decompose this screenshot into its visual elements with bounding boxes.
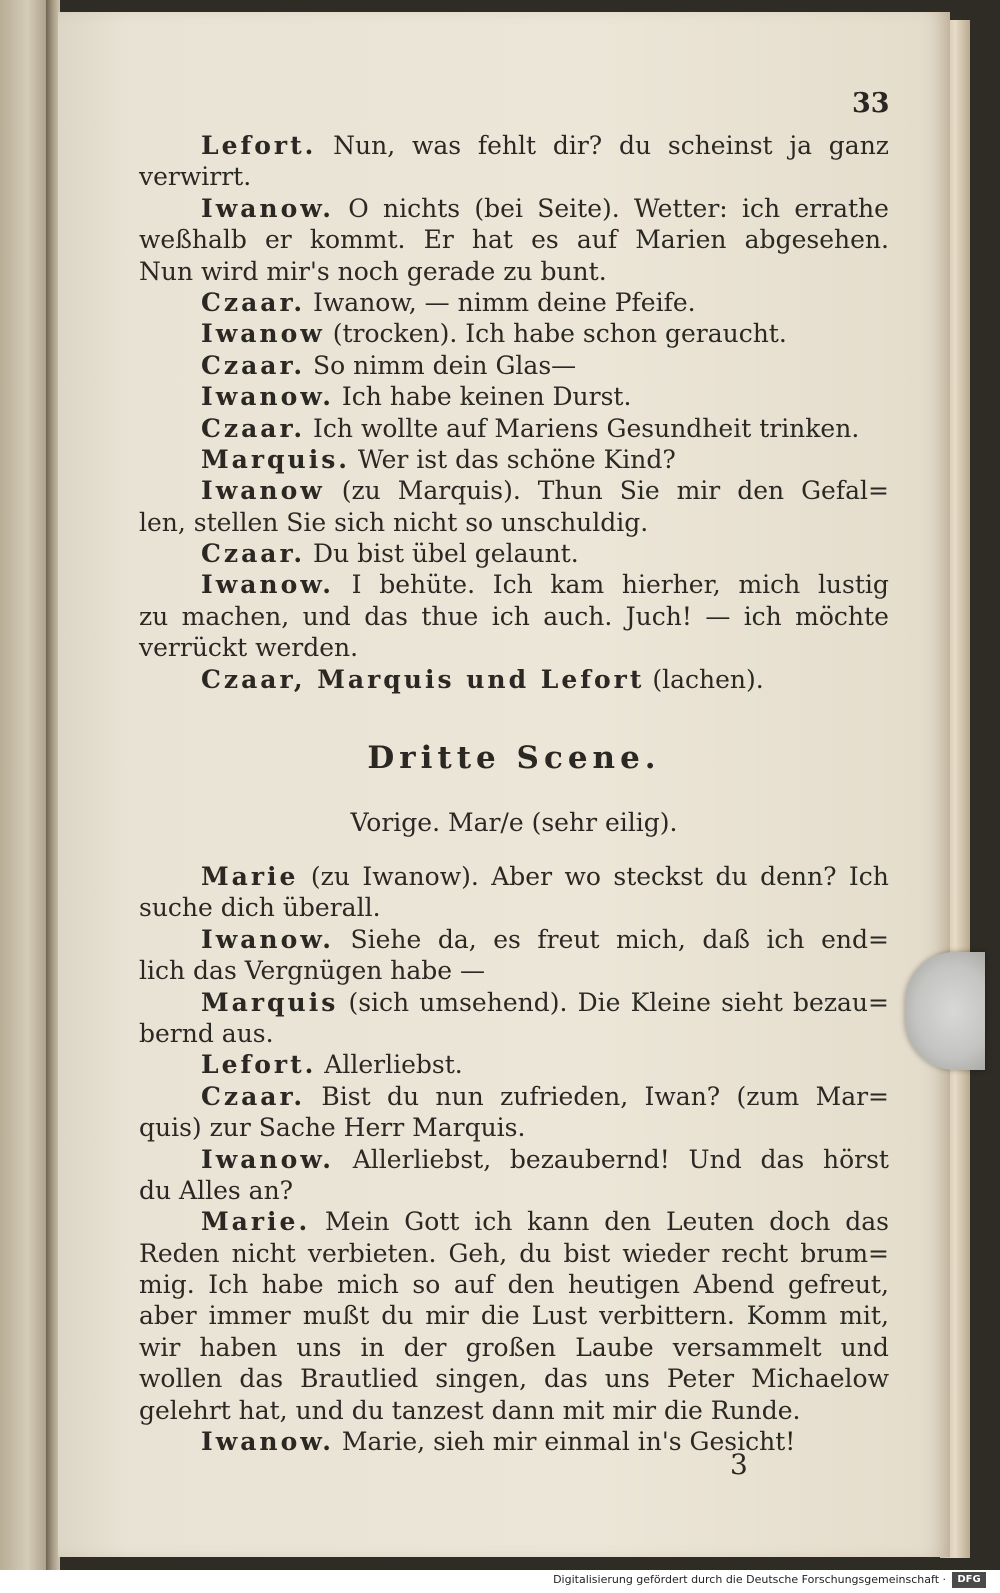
word: sieht	[721, 987, 783, 1017]
speaker-name: Iwanow	[201, 319, 325, 349]
word: Michaelow	[751, 1364, 889, 1394]
word: mich	[738, 570, 801, 600]
speaker-name: Marquis.	[201, 444, 350, 474]
word: möchte	[795, 601, 889, 631]
text-line	[139, 444, 889, 475]
word: nichts	[383, 193, 461, 223]
text-line	[139, 507, 889, 538]
word: Abend	[693, 1270, 775, 1300]
text-line	[139, 1206, 889, 1237]
word: auf	[576, 225, 618, 255]
word: du	[715, 862, 748, 891]
word: Juch!	[625, 601, 692, 631]
word: und	[302, 601, 351, 631]
word: mich	[337, 1270, 399, 1300]
text-line	[139, 130, 889, 161]
word: ich	[766, 924, 805, 954]
line-text: (trocken). Ich habe schon geraucht.	[324, 319, 787, 349]
line-text: Marie, sieh mir einmal in's Gesicht!	[333, 1427, 796, 1457]
word: heutigen	[568, 1270, 680, 1300]
text-line	[139, 1332, 889, 1363]
text-line	[139, 1144, 889, 1175]
text-line	[139, 538, 889, 569]
line-text: suche dich überall.	[139, 893, 381, 923]
word: Siehe	[350, 924, 422, 954]
speaker-name: Marie.	[201, 1207, 311, 1237]
text-line	[139, 1018, 889, 1049]
word: (sich	[348, 987, 410, 1017]
left-page-edge	[0, 0, 50, 1570]
word: Mar=	[815, 1081, 889, 1111]
word: wollen	[139, 1364, 223, 1394]
word: großen	[465, 1332, 557, 1362]
text-line	[139, 350, 889, 381]
word: singen,	[435, 1364, 528, 1394]
text-line	[139, 1049, 889, 1080]
word: machen,	[181, 601, 290, 631]
word: du	[386, 1081, 420, 1111]
word: auf	[453, 1270, 495, 1300]
text-line	[139, 224, 889, 255]
word: das	[239, 1364, 284, 1394]
word: ich	[742, 193, 781, 223]
line-text: quis) zur Sache Herr Marquis.	[139, 1113, 526, 1143]
word: was	[411, 131, 462, 160]
word: du	[519, 1238, 552, 1268]
word: Mein	[324, 1207, 390, 1237]
word: bezau=	[793, 987, 889, 1017]
word: Wetter:	[634, 193, 728, 223]
scene-subtitle: Vorige. Mar/e (sehr eilig).	[350, 808, 678, 837]
word: Gott	[404, 1207, 460, 1237]
speaker-name: Czaar.	[201, 350, 306, 380]
text-line	[139, 664, 889, 695]
word: I	[351, 570, 362, 600]
line-text: gelehrt hat, und du tanzest dann mit mir die Runde.	[139, 1395, 801, 1425]
speaker-name: Czaar, Marquis und Lefort	[201, 664, 645, 694]
word: behüte.	[379, 570, 476, 600]
word: Ich	[208, 1270, 249, 1300]
word: Er	[423, 225, 454, 255]
word: Geh,	[448, 1238, 508, 1268]
word: kann	[527, 1207, 590, 1237]
word: hierher,	[621, 570, 721, 600]
word: umsehend).	[419, 987, 568, 1017]
word: aber	[139, 1301, 197, 1331]
line-text: bernd aus.	[139, 1018, 274, 1048]
word: (bei	[474, 193, 523, 223]
word: errathe	[794, 193, 889, 223]
scene-title: Dritte Scene.	[367, 740, 661, 776]
word: es	[493, 924, 521, 954]
text-line	[139, 318, 889, 349]
word: Marien	[635, 225, 727, 255]
speaker-name: Lefort.	[201, 1050, 317, 1080]
word: Peter	[666, 1364, 735, 1394]
word: Allerliebst,	[352, 1144, 492, 1174]
word: das	[364, 601, 408, 631]
text-line	[139, 1395, 889, 1426]
word: Laube	[575, 1332, 654, 1362]
word: er	[265, 225, 292, 255]
word: mig.	[139, 1270, 195, 1300]
word: ja	[789, 131, 813, 160]
word: end=	[821, 924, 889, 954]
text-line	[139, 955, 889, 986]
word: nicht	[231, 1238, 296, 1268]
line-text: So nimm dein Glas—	[305, 350, 577, 380]
word: bezaubernd!	[509, 1144, 670, 1174]
footer-bar	[0, 1570, 1000, 1593]
word: thue	[421, 601, 479, 631]
word: denn?	[760, 862, 837, 891]
word: Marquis).	[397, 476, 521, 506]
word: so	[412, 1270, 441, 1300]
speaker-name: Iwanow.	[201, 382, 334, 412]
word: zufrieden,	[500, 1081, 629, 1111]
word: Iwan?	[644, 1081, 721, 1111]
text-line	[139, 1112, 889, 1143]
word: verbittern.	[599, 1301, 735, 1331]
line-text: Ich habe keinen Durst.	[333, 382, 632, 412]
text-line	[139, 569, 889, 600]
line-text: Iwanow, — nimm deine Pfeife.	[305, 287, 696, 317]
word: fehlt	[477, 131, 537, 160]
word: mich,	[616, 924, 686, 954]
word: brum=	[800, 1238, 889, 1268]
word: abgesehen.	[744, 225, 889, 255]
word: Gefal=	[801, 476, 889, 506]
word: nun	[435, 1081, 484, 1111]
speaker-name: Iwanow.	[201, 570, 334, 600]
speaker-name: Iwanow.	[201, 924, 334, 954]
text-line	[139, 892, 889, 923]
line-text: (lachen).	[644, 664, 764, 694]
word: bist	[563, 1238, 611, 1268]
speaker-name: Czaar.	[201, 413, 306, 443]
word: wieder	[622, 1238, 710, 1268]
text-line	[139, 413, 889, 444]
text-line	[139, 1269, 889, 1300]
word: Iwanow).	[362, 862, 479, 891]
word: zu	[139, 601, 169, 631]
word: lustig	[817, 570, 889, 600]
text-line	[139, 601, 889, 632]
word: den	[604, 1207, 652, 1237]
word: steckst	[613, 862, 704, 891]
word: Komm	[746, 1301, 828, 1331]
word: ganz	[828, 131, 889, 160]
word: dir?	[552, 131, 603, 160]
text-line	[139, 287, 889, 318]
word: auch.	[543, 601, 613, 631]
word: es	[531, 225, 559, 255]
word: kam	[550, 570, 605, 600]
word: (zu	[310, 862, 350, 891]
line-text: verrückt werden.	[139, 633, 359, 663]
word: Und	[688, 1144, 742, 1174]
word: verbieten.	[307, 1238, 437, 1268]
word: die	[480, 1301, 520, 1331]
text-line	[139, 632, 889, 663]
word: haben	[199, 1332, 278, 1362]
word: Reden	[139, 1238, 220, 1268]
speaker-name: Czaar.	[201, 1081, 306, 1111]
word: das	[760, 1144, 805, 1174]
word: du	[381, 1301, 414, 1331]
word: recht	[721, 1238, 789, 1268]
word: Die	[577, 987, 621, 1017]
speaker-name: Iwanow.	[201, 193, 334, 223]
word: uns	[296, 1332, 342, 1362]
dialogue-block-1	[139, 130, 889, 695]
word: Bist	[321, 1081, 371, 1111]
word: Nun,	[333, 131, 396, 160]
speaker-name: Iwanow	[201, 476, 325, 506]
word: —	[705, 601, 731, 631]
text-line	[139, 475, 889, 506]
word: uns	[604, 1364, 650, 1394]
text-line	[139, 861, 889, 892]
word: scheinst	[667, 131, 773, 160]
word: mir	[676, 476, 721, 506]
text-line	[139, 1175, 889, 1206]
thumb-holder	[905, 952, 985, 1070]
speaker-name: Czaar.	[201, 539, 306, 569]
line-text: Allerliebst.	[316, 1050, 463, 1080]
word: Kleine	[630, 987, 711, 1017]
text-line	[139, 1081, 889, 1112]
text-line	[139, 987, 889, 1018]
text-line	[139, 1300, 889, 1331]
word: daß	[702, 924, 750, 954]
word: Aber	[491, 862, 553, 891]
word: und	[840, 1332, 889, 1362]
text-line	[139, 256, 889, 287]
speaker-name: Marquis	[201, 987, 339, 1017]
word: mußt	[302, 1301, 370, 1331]
word: das	[845, 1207, 889, 1237]
word: immer	[208, 1301, 291, 1331]
speaker-name: Iwanow.	[201, 1144, 334, 1174]
word: weßhalb	[139, 225, 247, 255]
word: (zum	[736, 1081, 800, 1111]
dfg-logo: DFG	[952, 1572, 986, 1588]
text-line	[139, 381, 889, 412]
word: doch	[769, 1207, 831, 1237]
text-line	[139, 193, 889, 224]
word: Ich	[492, 570, 533, 600]
text-line	[139, 161, 889, 192]
word: du	[618, 131, 652, 160]
word: das	[544, 1364, 588, 1394]
footer-credit: Digitalisierung gefördert durch die Deutsche Forschungsgemeinschaft ·	[553, 1573, 946, 1586]
word: Brautlied	[300, 1364, 419, 1394]
word: ich	[474, 1207, 513, 1237]
word: Thun	[537, 476, 603, 506]
word: Sie	[619, 476, 660, 506]
word: O	[348, 193, 369, 223]
speaker-name: Iwanow.	[201, 1427, 334, 1457]
word: ich	[491, 601, 530, 631]
speaker-name: Czaar.	[201, 287, 306, 317]
dialogue-block-2	[139, 861, 889, 1457]
line-text: du Alles an?	[139, 1175, 294, 1205]
word: versammelt	[672, 1332, 822, 1362]
page-number: 33	[852, 88, 890, 119]
speaker-name: Marie	[201, 862, 299, 891]
word: (zu	[341, 476, 381, 506]
word: Ich	[848, 862, 889, 891]
word: wir	[139, 1332, 181, 1362]
text-line	[139, 1238, 889, 1269]
word: mit,	[839, 1301, 889, 1331]
line-text: Ich wollte auf Mariens Gesundheit trinken.	[305, 413, 860, 443]
text-line	[139, 924, 889, 955]
word: kommt.	[309, 225, 406, 255]
word: ich	[743, 601, 782, 631]
word: wo	[564, 862, 601, 891]
text-line	[139, 1426, 889, 1457]
line-text: Nun wird mir's noch gerade zu bunt.	[139, 256, 607, 286]
word: hat	[471, 225, 513, 255]
word: hörst	[822, 1144, 889, 1174]
word: Seite).	[537, 193, 620, 223]
line-text: len, stellen Sie sich nicht so unschuldig.	[139, 507, 649, 537]
word: da,	[437, 924, 477, 954]
line-text: Du bist übel gelaunt.	[305, 539, 579, 569]
word: Lust	[531, 1301, 588, 1331]
line-text: verwirrt.	[139, 162, 252, 192]
word: mir	[425, 1301, 469, 1331]
word: habe	[261, 1270, 324, 1300]
line-text: lich das Vergnügen habe —	[139, 956, 486, 986]
word: freut	[537, 924, 600, 954]
word: in	[360, 1332, 385, 1362]
word: den	[737, 476, 785, 506]
word: gefreut,	[788, 1270, 889, 1300]
word: der	[403, 1332, 447, 1362]
signature-mark: 3	[730, 1448, 748, 1481]
word: Leuten	[665, 1207, 755, 1237]
speaker-name: Lefort.	[201, 131, 317, 160]
word: den	[507, 1270, 555, 1300]
line-text: Wer ist das schöne Kind?	[349, 444, 676, 474]
text-line	[139, 1363, 889, 1394]
